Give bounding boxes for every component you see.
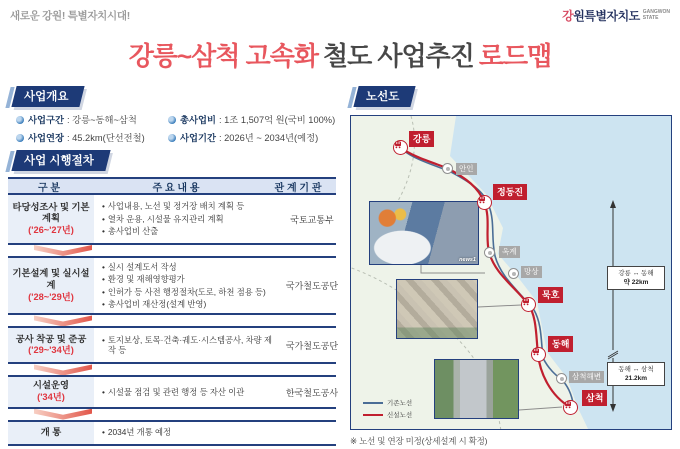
train-icon	[478, 196, 486, 204]
bullet-icon: •	[102, 201, 105, 212]
arrow-down-icon	[34, 409, 92, 420]
phase-cell	[8, 377, 94, 406]
col-header-agency: 관 계 기 관	[274, 182, 322, 194]
photo-city-aerial	[396, 279, 478, 339]
table-row-operation	[8, 375, 339, 408]
list-item: • 실시 설계도서 작성	[102, 262, 177, 272]
logo-korean-text	[562, 7, 640, 24]
phase-cell	[8, 328, 94, 362]
station-label-mukho: 묵호	[538, 287, 563, 303]
col-header-contents: 주 요 내 용	[152, 182, 200, 194]
agency-cell	[276, 422, 348, 444]
train-icon	[564, 401, 572, 409]
gangwon-logo	[562, 7, 670, 24]
measure-value: 21.2km	[624, 375, 648, 383]
legend-label: 기존노선	[387, 400, 413, 407]
bullet-icon: •	[102, 286, 105, 297]
overview-heading: 사업개요	[14, 86, 82, 107]
legend-row	[363, 398, 412, 407]
logo-accent-letter: 강	[562, 9, 574, 23]
list-item: • 환경 및 재해영향평가	[102, 274, 185, 285]
overview-item-cost	[168, 115, 350, 126]
overview-item-period	[168, 133, 350, 144]
station-label-samcheok-beach: 삼척해변	[569, 371, 604, 383]
overview-item-section	[16, 115, 166, 126]
station-label-donghae: 동해	[548, 336, 573, 352]
station-marker-mukho	[521, 297, 536, 312]
station-marker-samcheok-beach	[556, 373, 567, 384]
list-item: • 2034년 개통 예정	[102, 427, 172, 438]
legend-label: 신설노선	[387, 412, 413, 419]
connector-line	[519, 407, 562, 410]
train-icon	[532, 348, 540, 356]
station-marker-samcheok	[563, 400, 578, 415]
new-line-swatch	[363, 414, 383, 416]
phase-name: 기본설계 및 실시설계	[12, 268, 90, 290]
agency-cell: 국가철도공단	[285, 281, 339, 292]
table-row-construction	[8, 326, 339, 364]
bullet-icon: •	[102, 335, 105, 346]
overview-item-length	[16, 133, 166, 144]
overview-label: 총사업비	[180, 115, 216, 125]
list-item: • 토지보상, 토목·건축·궤도·시스템공사, 차량 제작 등	[102, 335, 272, 356]
contents-cell	[94, 258, 276, 313]
station-marker-okgye	[484, 247, 495, 258]
procedure-heading: 사업 시행절차	[14, 150, 108, 171]
phase-period: ('29~'34년)	[28, 345, 74, 356]
overview-label: 사업연장	[28, 133, 64, 144]
procedure-section	[8, 150, 338, 446]
phase-cell	[8, 195, 94, 243]
contents-cell	[94, 422, 276, 444]
station-marker-anin	[442, 163, 453, 174]
logo-english-text	[643, 10, 670, 21]
list-item: • 열차 운용, 시설물 유지관리 계획	[102, 213, 224, 224]
logo-en-line1: GANGWON	[642, 9, 670, 15]
page-title	[0, 36, 680, 73]
list-item: • 총사업비 산출	[102, 226, 159, 237]
title-red-right: 로드맵	[478, 41, 552, 71]
contents-cell	[94, 195, 276, 243]
table-header-row	[8, 177, 336, 195]
connector-line	[478, 305, 521, 307]
logo-rest: 원특별자치도	[573, 9, 640, 23]
list-item: • 시설물 점검 및 관련 행정 등 자산 이관	[102, 386, 245, 397]
overview-value: : 45.2km(단선전철)	[66, 133, 145, 144]
bullet-icon: •	[102, 427, 105, 438]
arrow-down-icon	[34, 315, 92, 326]
phase-period: ('28~'29년)	[28, 291, 74, 302]
station-label-okgye: 옥계	[499, 246, 520, 258]
measure-range: 동해 ↔ 삼척	[618, 366, 654, 373]
legend-row	[363, 410, 412, 419]
arrow-down-icon	[34, 364, 92, 375]
station-marker-jeongdongjin	[477, 195, 492, 210]
phase-name: 공사 착공 및 준공	[15, 333, 87, 344]
bullet-icon: •	[102, 299, 105, 310]
agency-cell: 국토교통부	[290, 214, 334, 225]
overview-value: : 강릉~동해~삼척	[66, 115, 137, 125]
existing-line-swatch	[363, 402, 383, 404]
bullet-circle-icon	[16, 134, 24, 142]
overview-grid	[16, 115, 342, 144]
station-marker-donghae	[531, 347, 546, 362]
bullet-icon: •	[102, 262, 105, 272]
bullet-icon: •	[102, 274, 105, 285]
table-row-opening	[8, 420, 336, 446]
train-icon	[522, 298, 530, 306]
phase-period: ('34년)	[37, 392, 65, 403]
list-item: • 사업내용, 노선 및 정거장 배치 계획 등	[102, 201, 245, 212]
list-item: • 인허가 등 사전 행정절차(도로, 하천 점용 등)	[102, 286, 266, 297]
station-marker-mangsang	[508, 268, 519, 279]
connector-line	[421, 265, 485, 273]
agency-cell: 한국철도공사	[285, 387, 339, 398]
routemap-heading: 노선도	[356, 86, 413, 107]
overview-value: : 1조 1,507억 원(국비 100%)	[218, 115, 336, 125]
overview-value: : 2026년 ~ 2034년(예정)	[218, 133, 319, 144]
title-red-left: 강릉~삼척 고속화	[128, 41, 318, 71]
station-label-mangsang: 망상	[521, 266, 542, 278]
contents-cell	[94, 377, 276, 406]
bullet-icon: •	[102, 213, 105, 224]
map-footnote: ※ 노선 및 연장 미정(상세설계 시 확정)	[350, 436, 488, 446]
logo-en-line2: STATE	[642, 14, 659, 21]
tagline: 새로운 강원! 특별자치시대!	[10, 10, 130, 22]
station-label-anin: 안인	[456, 163, 477, 175]
contents-cell	[94, 328, 276, 362]
routemap-section	[350, 86, 674, 447]
list-item: • 총사업비 재산정(설계 반영)	[102, 299, 207, 310]
phase-period: ('26~'27년)	[28, 224, 74, 235]
bullet-icon: •	[102, 386, 105, 397]
train-icon	[394, 141, 402, 149]
measure-box-lower	[607, 362, 665, 386]
station-label-jeongdongjin: 정동진	[493, 184, 527, 200]
photo-crossing-accident	[369, 201, 479, 265]
bullet-circle-icon	[16, 116, 24, 124]
overview-label: 사업구간	[28, 115, 64, 125]
arrow-down-icon	[34, 245, 92, 256]
measure-range: 강릉 ↔ 동해	[618, 270, 654, 277]
title-dark: 철도 사업추진	[322, 41, 474, 71]
col-header-category: 구 분	[37, 182, 61, 194]
table-row-feasibility	[8, 195, 336, 245]
map-legend	[363, 398, 412, 422]
route-map	[350, 115, 672, 430]
bullet-circle-icon	[168, 134, 176, 142]
station-marker-gangneung	[393, 140, 408, 155]
measure-value: 약 22km	[623, 279, 649, 287]
bullet-icon: •	[102, 226, 105, 237]
procedure-table	[8, 177, 339, 446]
overview-section	[8, 86, 342, 144]
phase-cell	[8, 422, 94, 444]
photo-road-aerial	[434, 359, 519, 419]
photo-watermark: news1	[459, 257, 476, 263]
bullet-circle-icon	[168, 116, 176, 124]
station-label-samcheok: 삼척	[582, 390, 607, 406]
phase-name: 개 통	[40, 426, 62, 437]
phase-name: 시설운영	[33, 380, 69, 391]
phase-cell	[8, 258, 94, 313]
overview-label: 사업기간	[180, 133, 216, 144]
measure-box-upper	[607, 266, 665, 290]
phase-name: 타당성조사 및 기본계획	[12, 201, 90, 224]
agency-cell: 국가철도공단	[285, 340, 339, 351]
table-row-design	[8, 256, 339, 315]
station-label-gangneung: 강릉	[409, 131, 434, 147]
